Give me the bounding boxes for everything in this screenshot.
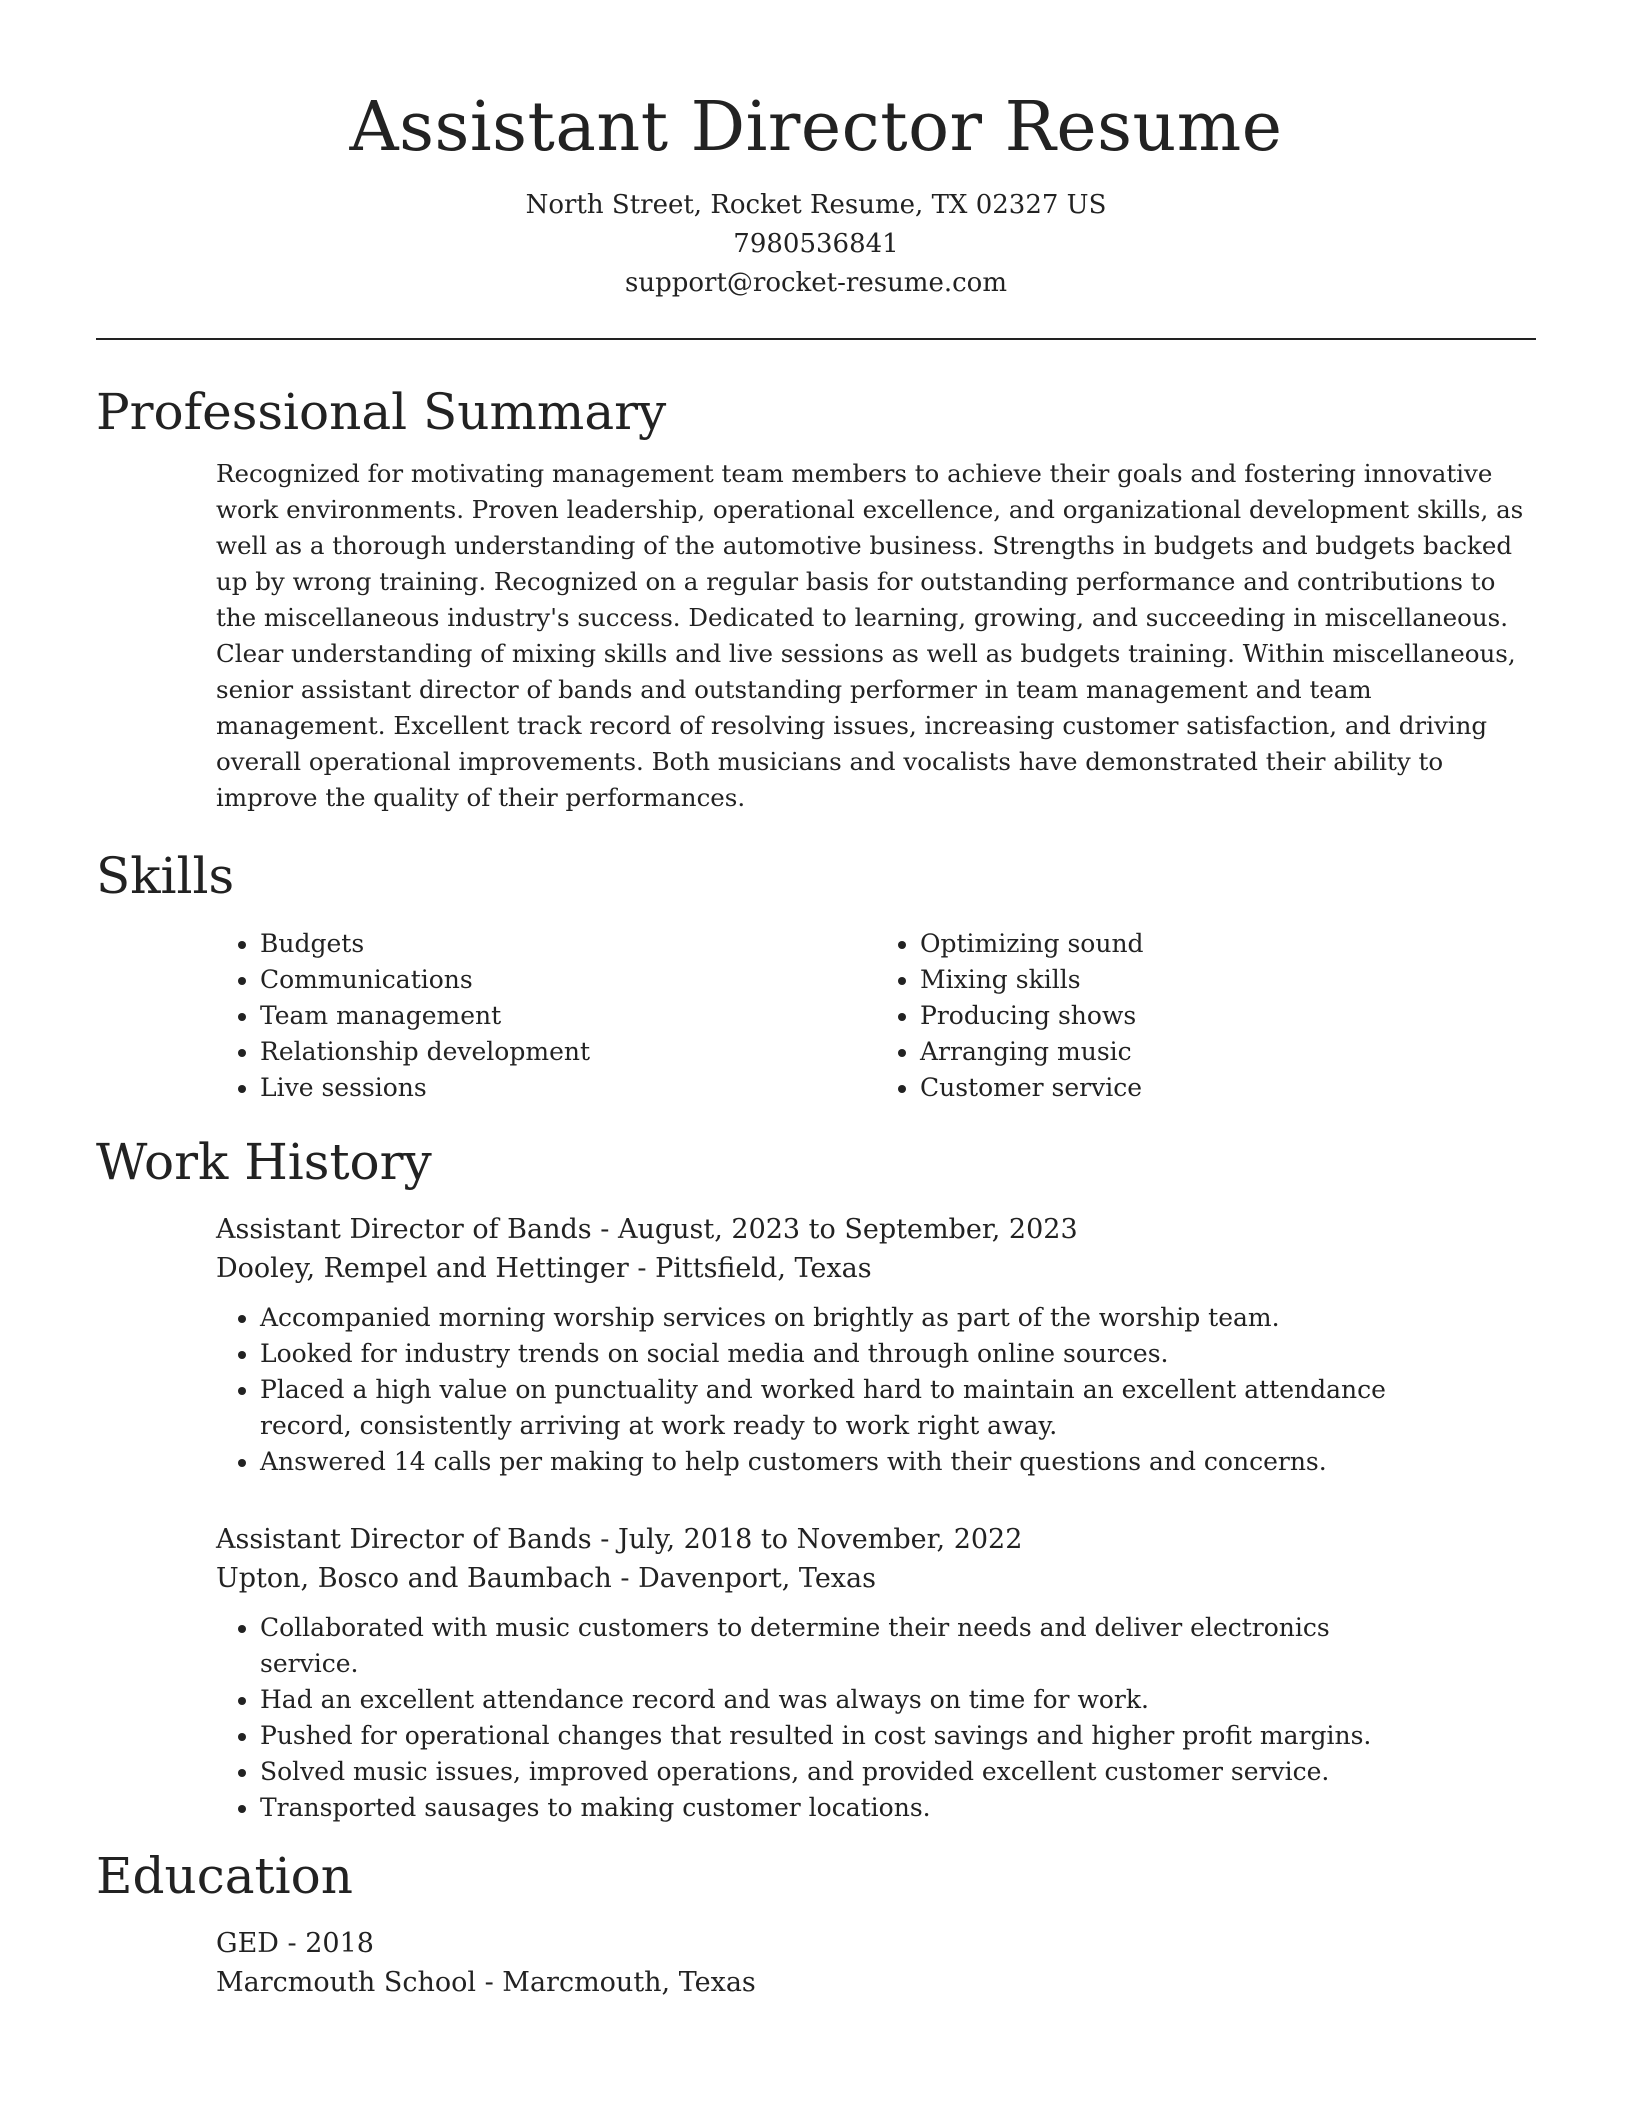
skill-item: • Arranging music <box>920 1034 1536 1070</box>
job-title-line <box>216 1520 1536 1559</box>
education-school-line <box>216 1963 1536 2002</box>
separator: - <box>611 1563 639 1594</box>
contact-email: support@rocket-resume.com <box>624 268 1007 298</box>
job-bullet-list <box>216 1300 1536 1480</box>
skills-columns <box>96 926 1536 1106</box>
job-entry <box>96 1210 1536 1480</box>
skill-item: • Relationship development <box>260 1034 876 1070</box>
job-location: Davenport, Texas <box>638 1563 876 1594</box>
job-company-line <box>216 1249 1536 1288</box>
education-school: Marcmouth School <box>216 1967 476 1998</box>
job-bullet: • Solved music issues, improved operations, and provided excellent customer service. <box>260 1754 1396 1790</box>
job-entry <box>96 1520 1536 1826</box>
skills-list-right <box>876 926 1536 1106</box>
job-bullet-list <box>216 1610 1536 1826</box>
education-degree-line <box>216 1924 1536 1963</box>
job-bullet: • Collaborated with music customers to determine their needs and deliver electronics service. <box>260 1610 1396 1682</box>
education-degree: GED <box>216 1928 279 1959</box>
job-title: Assistant Director of Bands <box>216 1524 592 1555</box>
job-bullet: • Pushed for operational changes that resulted in cost savings and higher profit margins. <box>260 1718 1396 1754</box>
skill-item: • Live sessions <box>260 1070 876 1106</box>
contact-address: North Street, Rocket Resume, TX 02327 US <box>525 190 1107 220</box>
skill-item: • Optimizing sound <box>920 926 1536 962</box>
education-location: Marcmouth, Texas <box>502 1967 756 1998</box>
job-bullet: • Accompanied morning worship services on brightly as part of the worship team. <box>260 1300 1396 1336</box>
summary-text: Recognized for motivating management team members to achieve their goals and fostering innovative work environments. Proven leadership, operational excellence, and organizational development skills, as well as a thorough understanding of the automotive business. Strengths in budgets and budgets backed up by wrong training. Recognized on a regular basis for outstanding performance and contributions to the miscellaneous industry's success. Dedicated to learning, growing, and succeeding in miscellaneous. Clear understanding of mixing skills and live sessions as well as budgets training. Within miscellaneous, senior assistant director of bands and outstanding performer in team management and team management. Excellent track record of resolving issues, increasing customer satisfaction, and driving overall operational improvements. Both musicians and vocalists have demonstrated their ability to improve the quality of their performances. <box>216 459 1524 812</box>
job-bullet: • Transported sausages to making customer locations. <box>260 1790 1396 1826</box>
skills-section <box>96 844 1536 1106</box>
skill-item: • Mixing skills <box>920 962 1536 998</box>
education-heading: Education <box>96 1847 353 1905</box>
skill-item: • Customer service <box>920 1070 1536 1106</box>
resume-header <box>96 0 1536 303</box>
education-entry <box>96 1924 1536 2002</box>
skills-heading: Skills <box>96 847 235 905</box>
job-company-line <box>216 1559 1536 1598</box>
separator: - <box>628 1253 656 1284</box>
separator: - <box>476 1967 503 1998</box>
summary-heading: Professional Summary <box>96 383 667 441</box>
job-bullet: • Answered 14 calls per making to help customers with their questions and concerns. <box>260 1444 1396 1480</box>
work-history-section <box>96 1130 1536 1826</box>
header-divider <box>96 338 1536 340</box>
skills-list-left <box>216 926 876 1106</box>
summary-section <box>96 380 1536 816</box>
job-bullet: • Placed a high value on punctuality and worked hard to maintain an excellent attendance record, consistently arriving at work ready to work right away. <box>260 1372 1396 1444</box>
job-bullet: • Looked for industry trends on social media and through online sources. <box>260 1336 1396 1372</box>
job-location: Pittsfield, Texas <box>655 1253 872 1284</box>
separator: - <box>278 1928 306 1959</box>
education-year: 2018 <box>305 1928 374 1959</box>
job-title-line <box>216 1210 1536 1249</box>
education-section <box>96 1844 1536 2002</box>
job-company: Upton, Bosco and Baumbach <box>216 1563 612 1594</box>
skill-item: • Budgets <box>260 926 876 962</box>
job-dates: August, 2023 to September, 2023 <box>617 1214 1078 1245</box>
job-dates: July, 2018 to November, 2022 <box>617 1524 1023 1555</box>
skill-item: • Team management <box>260 998 876 1034</box>
job-title: Assistant Director of Bands <box>216 1214 592 1245</box>
contact-info <box>96 186 1536 303</box>
separator: - <box>591 1214 618 1245</box>
skill-item: • Communications <box>260 962 876 998</box>
job-bullet: • Had an excellent attendance record and was always on time for work. <box>260 1682 1396 1718</box>
skill-item: • Producing shows <box>920 998 1536 1034</box>
work-history-heading: Work History <box>96 1133 432 1191</box>
resume-title: Assistant Director Resume <box>349 88 1283 167</box>
contact-phone: 7980536841 <box>733 229 899 259</box>
separator: - <box>591 1524 618 1555</box>
job-company: Dooley, Rempel and Hettinger <box>216 1253 629 1284</box>
